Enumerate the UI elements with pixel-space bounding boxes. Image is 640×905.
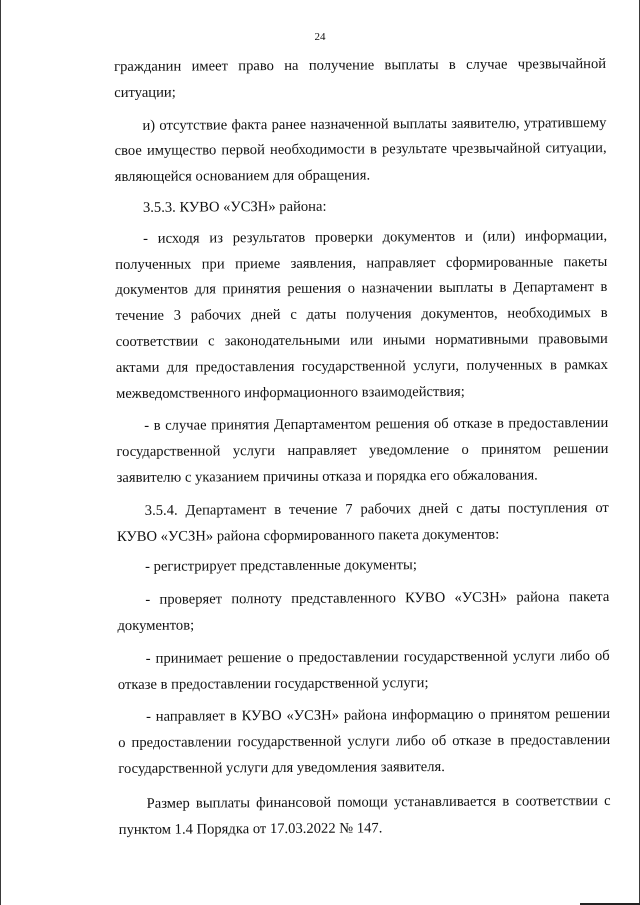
paragraph-payment-amount: Размер выплаты финансовой помощи устанавливается в соответствии с пунктом 1.4 Порядка от 17.03.2022 № 147. <box>118 792 611 838</box>
paragraph-dash-1: - исходя из результатов проверки документов и (или) информации, полученных при приеме заявления, направляет сформированные пакеты документов для принятия решения о назначении выплаты в Департамент в течение 3 рабочих дней с даты получения документов, необходимых в соответствии с законодательными или иными нормативными правовыми актами для предоставления государственной услуги, полученных в рамках межведомственного информационного взаимодействия; <box>115 227 608 402</box>
paragraph-dash-5: - принимает решение о предоставлении государственной услуги либо об отказе в предоставлении государственной услуги; <box>117 647 610 693</box>
paragraph-item-i: и) отсутствие факта ранее назначенной выплаты заявителю, утратившему свое имущество первой необходимости в результате чрезвычайной ситуации, являющейся основанием для обращения. <box>114 114 607 186</box>
paragraph-dash-3: - регистрирует представленные документы; <box>145 557 417 576</box>
page-number: 24 <box>314 31 326 43</box>
section-heading-3-5-3: 3.5.3. КУВО «УСЗН» района: <box>142 198 327 216</box>
section-paragraph-3-5-4: 3.5.4. Департамент в течение 7 рабочих дней с даты поступления от КУВО «УСЗН» района сформированного пакета документов: <box>116 499 609 545</box>
document-body <box>114 52 611 843</box>
paragraph-dash-6: - направляет в КУВО «УСЗН» района информацию о принятом решении о предоставлении государственной услуги либо об отказе в предоставлении государственной услуги для уведомления заявителя. <box>118 706 611 777</box>
paragraph-dash-2: - в случае принятия Департаментом решения об отказе в предоставлении государственной услуги направляет уведомление о принятом решении заявителю с указанием причины отказа и порядка его обжалования. <box>116 415 609 486</box>
paragraph-dash-4: - проверяет полноту представленного КУВО «УСЗН» района пакета документов; <box>117 589 610 634</box>
paragraph-continuation: гражданин имеет право на получение выплаты в случае чрезвычайной ситуации; <box>114 55 607 101</box>
